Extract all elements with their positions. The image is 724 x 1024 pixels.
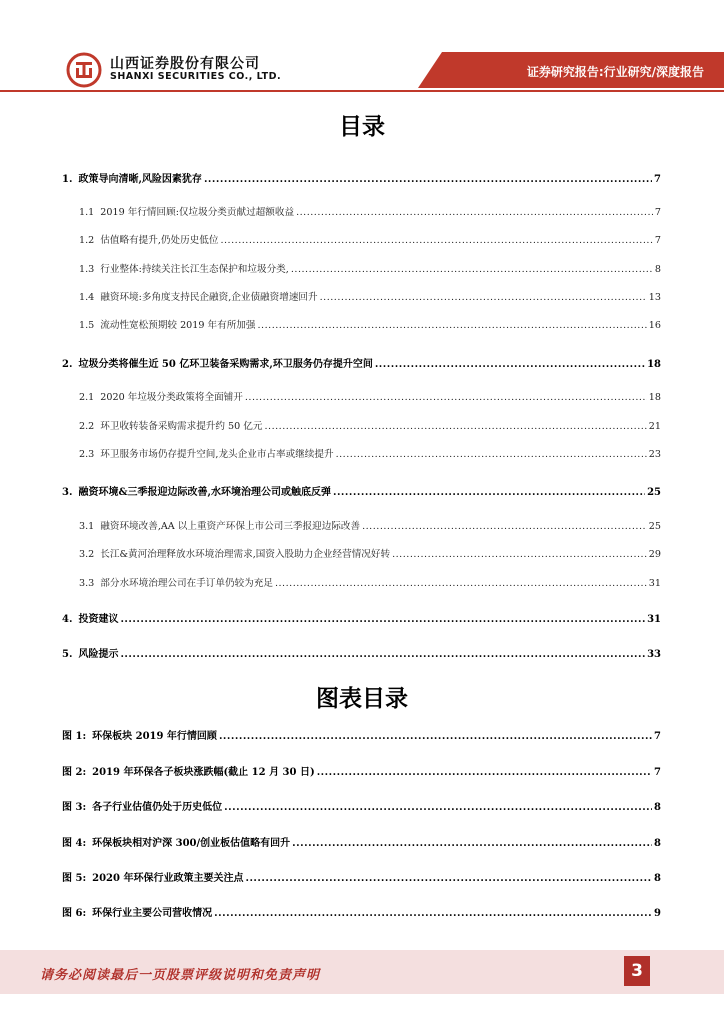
toc-entry-number: 1.2: [79, 235, 95, 246]
toc-entry-text: 风险提示: [78, 649, 119, 660]
page-number: 3: [624, 956, 650, 986]
toc-entry-page: 33: [647, 649, 661, 660]
toc-entry-page: 23: [648, 449, 661, 460]
toc-entry-text: 2019 年行情回顾:仅垃圾分类贡献过超额收益: [100, 207, 295, 218]
leader-dots: [245, 390, 647, 406]
toc-entry-text: 融资环境:多角度支持民企融资,企业债融资增速回升: [100, 292, 318, 303]
toc-entry-number: 3.2: [79, 549, 95, 560]
figure-entry-text: 环保板块 2019 年行情回顾: [92, 731, 217, 742]
leader-dots: [362, 519, 647, 535]
figure-entry-page: 8: [654, 873, 661, 884]
toc-entry-page: 7: [654, 174, 661, 185]
toc-entry-number: 3.: [62, 487, 73, 498]
toc-entry[interactable]: [79, 318, 661, 334]
toc-entry[interactable]: [62, 172, 661, 188]
figure-entry-number: 图 1:: [62, 731, 87, 742]
toc-entry-number: 5.: [62, 649, 73, 660]
figure-entry-text: 环保板块相对沪深 300/创业板估值略有回升: [92, 838, 291, 849]
toc-entry-page: 25: [648, 521, 661, 532]
toc-entry-text: 政策导向清晰,风险因素犹存: [78, 174, 202, 185]
toc-entry-text: 融资环境改善,AA 以上重资产环保上市公司三季报迎边际改善: [100, 521, 361, 532]
leader-dots: [245, 871, 652, 887]
toc-entry-page: 13: [648, 292, 661, 303]
toc-entry-page: 31: [647, 614, 661, 625]
figure-entry[interactable]: [62, 765, 661, 781]
toc-entry[interactable]: [79, 233, 661, 249]
report-type-label: 证券研究报告:行业研究/深度报告: [526, 65, 704, 79]
figure-entry-page: 7: [654, 767, 661, 778]
toc-entry[interactable]: [62, 357, 661, 373]
toc-entry-page: 21: [648, 421, 661, 432]
toc-entry-number: 3.1: [79, 521, 95, 532]
toc-entry[interactable]: [79, 447, 661, 463]
toc-entry[interactable]: [79, 205, 661, 221]
toc-entry-text: 部分水环境治理公司在手订单仍较为充足: [100, 578, 273, 589]
figure-entry-text: 2020 年环保行业政策主要关注点: [92, 873, 244, 884]
toc-entry-number: 2.3: [79, 449, 95, 460]
figure-entry[interactable]: [62, 836, 661, 852]
leader-dots: [296, 205, 653, 221]
leader-dots: [336, 447, 647, 463]
toc-entry-number: 1.: [62, 174, 73, 185]
leader-dots: [264, 419, 646, 435]
figure-entry-number: 图 3:: [62, 802, 87, 813]
disclaimer-notice: 请务必阅读最后一页股票评级说明和免责声明: [40, 968, 321, 983]
toc-entry[interactable]: [62, 485, 661, 501]
toc-entry-page: 7: [654, 207, 661, 218]
toc-entry[interactable]: [62, 647, 661, 663]
toc-entry-page: 8: [654, 264, 661, 275]
leader-dots: [317, 765, 652, 781]
figure-entry[interactable]: [62, 906, 661, 922]
toc-entry[interactable]: [79, 390, 661, 406]
toc-entry-text: 2020 年垃圾分类政策将全面铺开: [100, 392, 243, 403]
figure-entry[interactable]: [62, 800, 661, 816]
toc-entry[interactable]: [79, 290, 661, 306]
leader-dots: [375, 357, 645, 373]
toc-entry-page: 25: [647, 487, 661, 498]
toc-entry[interactable]: [62, 612, 661, 628]
toc-entry-page: 18: [647, 359, 661, 370]
toc-title: 目录: [339, 114, 385, 140]
toc-entry-number: 3.3: [79, 578, 95, 589]
toc-entry-text: 环卫收转装备采购需求提升约 50 亿元: [100, 421, 263, 432]
figure-entry-page: 9: [654, 908, 661, 919]
figure-entry-text: 环保行业主要公司营收情况: [92, 908, 213, 919]
leader-dots: [333, 485, 645, 501]
toc-entry-text: 行业整体:持续关注长江生态保护和垃圾分类,: [100, 264, 289, 275]
leader-dots: [320, 290, 647, 306]
figure-entry-text: 2019 年环保各子板块涨跌幅(截止 12 月 30 日): [92, 767, 315, 778]
page-header: [0, 0, 724, 96]
leader-dots: [258, 318, 647, 334]
company-name-cn: 山西证券股份有限公司: [110, 56, 260, 72]
toc-entry-number: 2.: [62, 359, 73, 370]
toc-entry-number: 2.1: [79, 392, 95, 403]
leader-dots: [392, 547, 647, 563]
toc-entry[interactable]: [79, 576, 661, 592]
leader-dots: [204, 172, 652, 188]
toc-entry-text: 环卫服务市场仍存提升空间,龙头企业市占率或继续提升: [100, 449, 334, 460]
leader-dots: [292, 836, 652, 852]
leader-dots: [214, 906, 652, 922]
toc-entry-number: 1.5: [79, 320, 95, 331]
figure-entry-number: 图 4:: [62, 838, 87, 849]
figure-entry-number: 图 5:: [62, 873, 87, 884]
toc-entry[interactable]: [79, 419, 661, 435]
toc-entry-text: 估值略有提升,仍处历史低位: [100, 235, 219, 246]
leader-dots: [219, 729, 652, 745]
toc-entry[interactable]: [79, 262, 661, 278]
toc-entry[interactable]: [79, 547, 661, 563]
toc-entry[interactable]: [79, 519, 661, 535]
toc-entry-page: 18: [648, 392, 661, 403]
toc-entry-page: 29: [648, 549, 661, 560]
figures-title: 图表目录: [316, 686, 408, 712]
figure-entry-page: 7: [654, 731, 661, 742]
toc-entry-number: 1.3: [79, 264, 95, 275]
toc-entry-page: 16: [648, 320, 661, 331]
leader-dots: [275, 576, 647, 592]
toc-entry-text: 投资建议: [78, 614, 119, 625]
header-divider: [0, 90, 724, 92]
figure-entry-number: 图 6:: [62, 908, 87, 919]
toc-entry-number: 1.4: [79, 292, 95, 303]
toc-entry-text: 融资环境&三季报迎边际改善,水环境治理公司或触底反弹: [78, 487, 331, 498]
toc-entry-number: 1.1: [79, 207, 95, 218]
figure-entry-number: 图 2:: [62, 767, 87, 778]
toc-entry-number: 2.2: [79, 421, 95, 432]
toc-entry-text: 长江&黄河治理释放水环境治理需求,国资入股助力企业经营情况好转: [100, 549, 391, 560]
figure-entry-page: 8: [654, 802, 661, 813]
shanxi-securities-logo-icon: [66, 52, 102, 88]
toc-entry-number: 4.: [62, 614, 73, 625]
figure-entry-page: 8: [654, 838, 661, 849]
leader-dots: [291, 262, 653, 278]
leader-dots: [224, 800, 652, 816]
toc-entry-text: 垃圾分类将催生近 50 亿环卫装备采购需求,环卫服务仍存提升空间: [78, 359, 373, 370]
toc-entry-page: 31: [648, 578, 661, 589]
figure-entry[interactable]: [62, 729, 661, 745]
leader-dots: [120, 612, 645, 628]
company-name-en: SHANXI SECURITIES CO., LTD.: [110, 71, 282, 82]
toc-entry-text: 流动性宽松预期较 2019 年有所加强: [100, 320, 256, 331]
figure-entry-text: 各子行业估值仍处于历史低位: [92, 802, 223, 813]
figure-entry[interactable]: [62, 871, 661, 887]
leader-dots: [120, 647, 645, 663]
toc-entry-page: 7: [654, 235, 661, 246]
leader-dots: [220, 233, 652, 249]
